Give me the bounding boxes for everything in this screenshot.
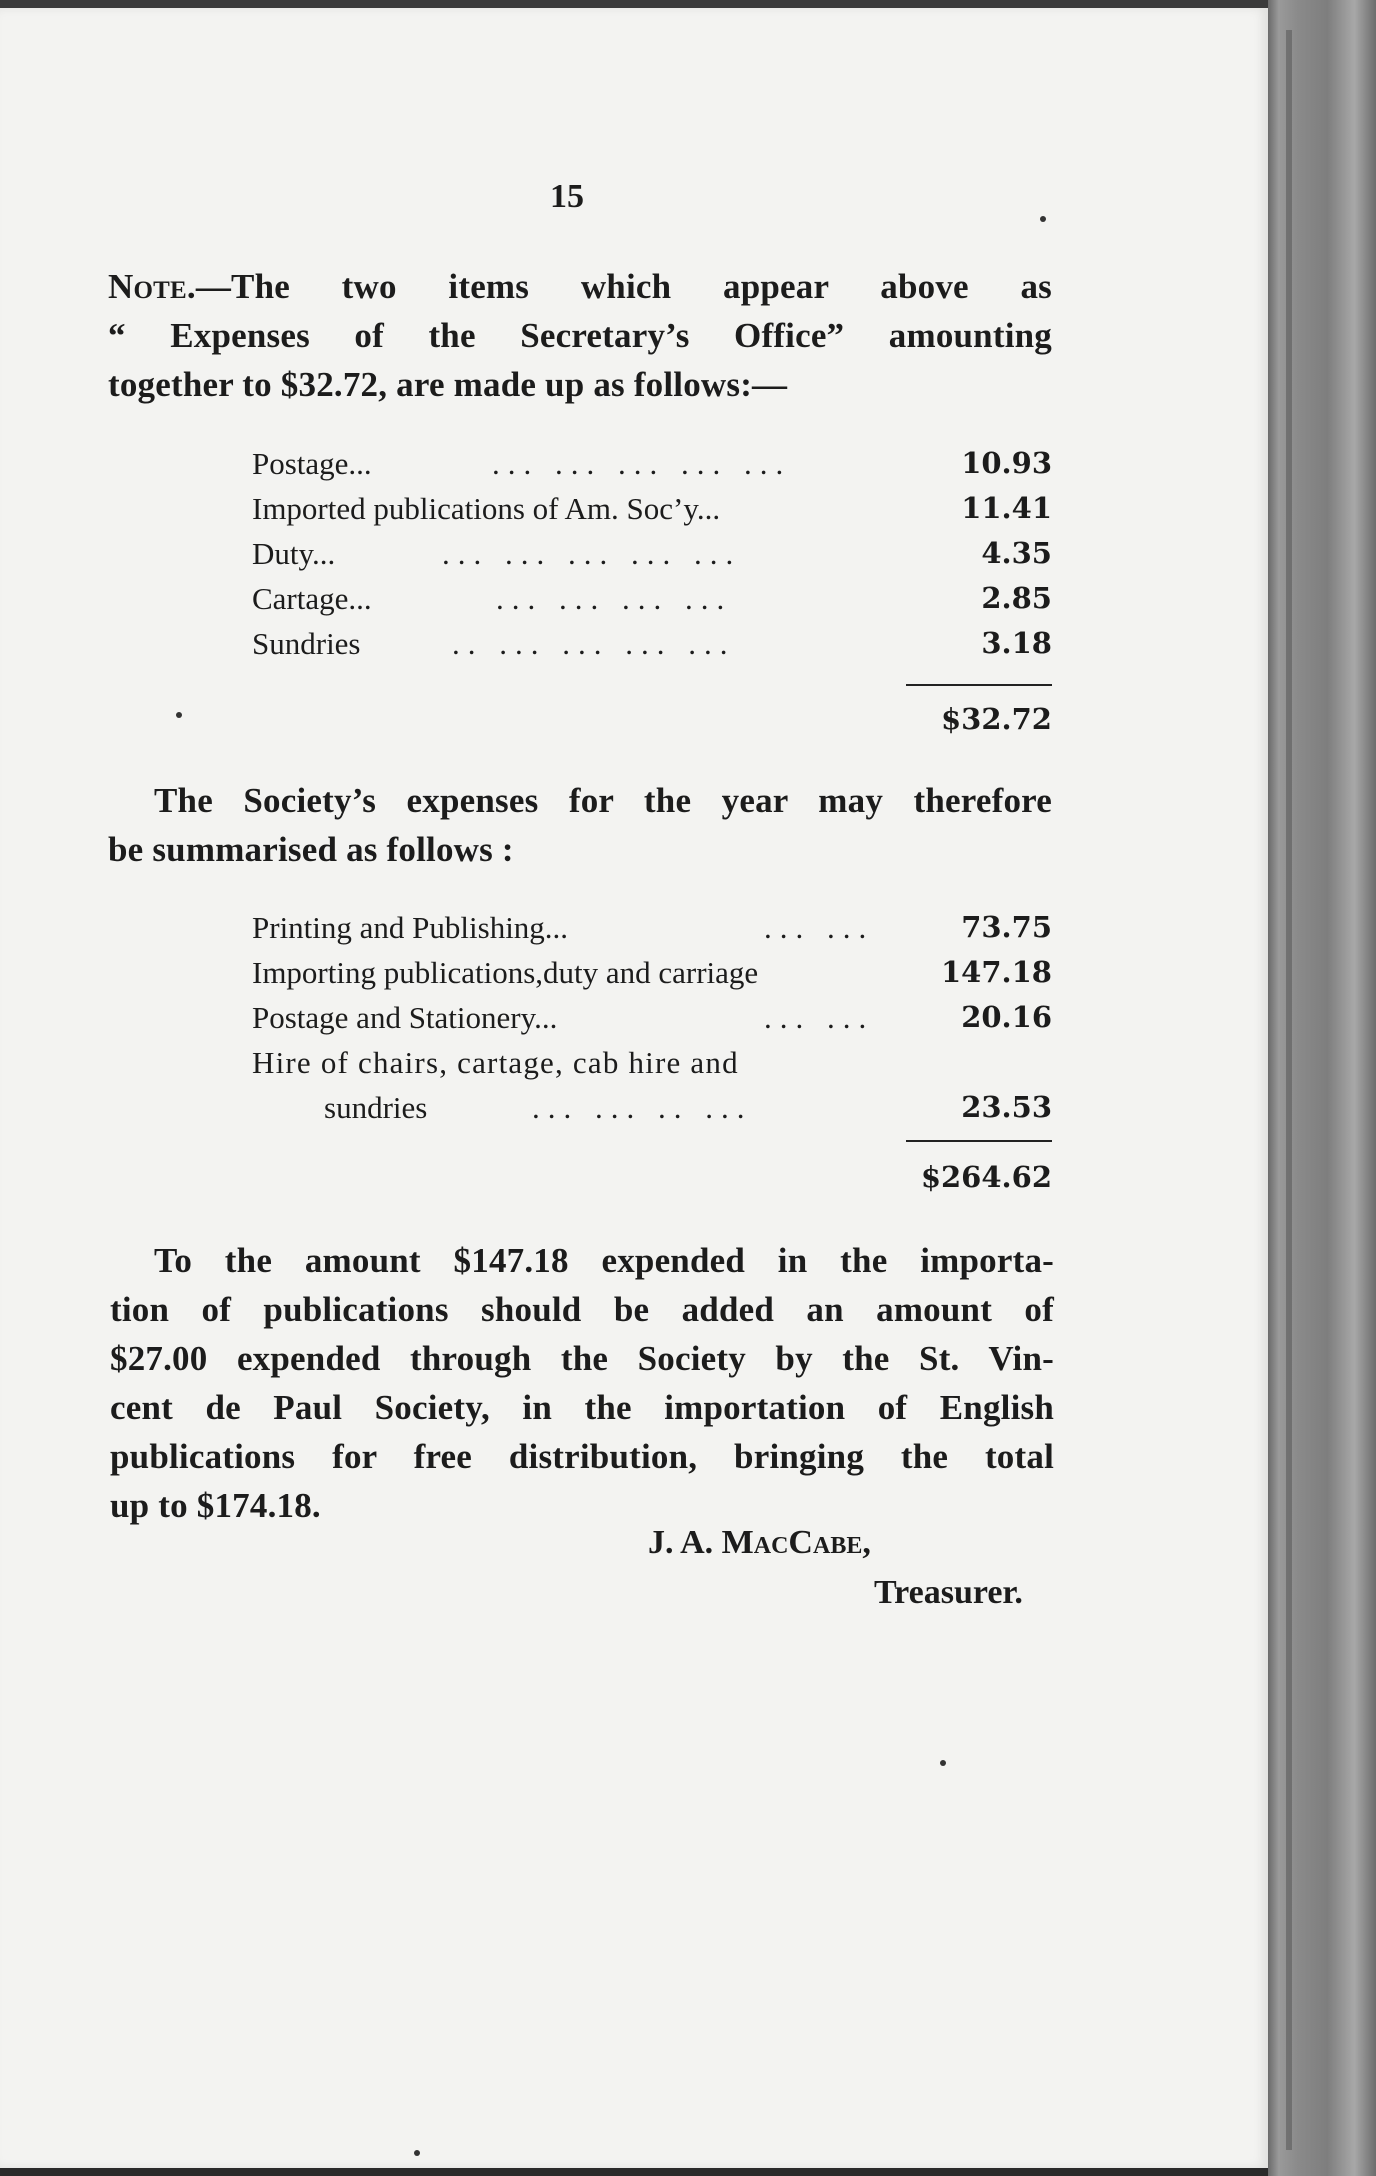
table-row <box>252 446 1052 491</box>
table-row <box>252 581 1052 626</box>
dot-leader: ... ... ... ... ... <box>492 446 792 481</box>
item-label: Imported publications of Am. Soc’y... <box>252 491 721 526</box>
note-line <box>108 262 1052 311</box>
item-label: Postage... <box>252 446 372 481</box>
item-label: sundries <box>324 1090 428 1125</box>
note-paragraph <box>108 262 1052 409</box>
speck <box>1040 216 1046 222</box>
item-amount: 10.93 <box>961 446 1052 480</box>
item-label: Cartage... <box>252 581 372 616</box>
item-amount: 20.16 <box>961 1000 1052 1034</box>
closing-line: tion of publications should be added an amount of <box>110 1290 1054 1329</box>
item-amount: 11.41 <box>961 491 1052 525</box>
page-number: 15 <box>550 178 584 215</box>
summary-intro-line: be summarised as follows : <box>108 830 514 869</box>
item-label: Sundries <box>252 626 361 661</box>
note-lead: Note. <box>108 267 196 306</box>
dot-leader: .. ... ... ... ... <box>452 626 736 661</box>
item-label: Importing publications,duty and carriage <box>252 955 759 990</box>
total-rule <box>906 1140 1052 1142</box>
table-row <box>252 955 1052 1000</box>
closing-line: $27.00 expended through the Society by the St. Vin- <box>110 1339 1054 1378</box>
book-spine <box>1268 0 1376 2176</box>
summary-intro <box>108 776 1052 874</box>
summary-expenses-table <box>252 910 1052 1138</box>
spine-edge <box>1286 30 1292 2150</box>
dot-leader: ... ... ... ... ... <box>442 536 742 571</box>
item-label: Printing and Publishing... <box>252 910 569 945</box>
item-label: Duty... <box>252 536 336 571</box>
item-amount: 147.18 <box>941 955 1052 989</box>
item-label: Hire of chairs, cartage, cab hire and <box>252 1045 739 1080</box>
table-row <box>252 910 1052 955</box>
table-row <box>252 491 1052 536</box>
item-amount: 2.85 <box>981 581 1052 615</box>
table-row <box>252 626 1052 671</box>
dot-leader: ... ... <box>764 1000 875 1035</box>
total-rule <box>906 684 1052 686</box>
note-line: together to $32.72, are made up as follows:— <box>108 365 788 404</box>
speck <box>176 712 182 718</box>
summary-intro-line: The Society’s expenses for the year may therefore <box>154 781 1052 820</box>
closing-paragraph <box>110 1236 1054 1530</box>
closing-line: cent de Paul Society, in the importation of English <box>110 1388 1054 1427</box>
secretary-expenses-table <box>252 446 1052 671</box>
closing-line: up to $174.18. <box>110 1486 321 1525</box>
table-row <box>252 536 1052 581</box>
dot-leader: ... ... <box>764 910 875 945</box>
note-line-1-text: —The two items which appear above as <box>195 267 1052 306</box>
item-amount: 3.18 <box>981 626 1052 660</box>
table-row <box>252 1000 1052 1045</box>
speck <box>940 1760 946 1766</box>
closing-line: To the amount $147.18 expended in the importa- <box>154 1241 1054 1280</box>
dot-leader: ... ... .. ... <box>532 1090 753 1125</box>
signature-title: Treasurer. <box>874 1574 1023 1611</box>
speck <box>414 2150 420 2156</box>
closing-line: publications for free distribution, bringing the total <box>110 1437 1054 1476</box>
item-amount: 4.35 <box>981 536 1052 570</box>
item-amount: 23.53 <box>961 1090 1052 1124</box>
item-amount: 73.75 <box>961 910 1052 944</box>
dot-leader: ... ... ... ... <box>496 581 733 616</box>
signature-name: J. A. MacCabe, <box>648 1524 871 1561</box>
note-line: “ Expenses of the Secretary’s Office” amounting <box>108 316 1052 355</box>
table-row <box>252 1090 1052 1138</box>
item-label: Postage and Stationery... <box>252 1000 558 1035</box>
table-row <box>252 1045 1052 1090</box>
secretary-total: $32.72 <box>941 702 1052 736</box>
summary-total: $264.62 <box>920 1160 1052 1194</box>
